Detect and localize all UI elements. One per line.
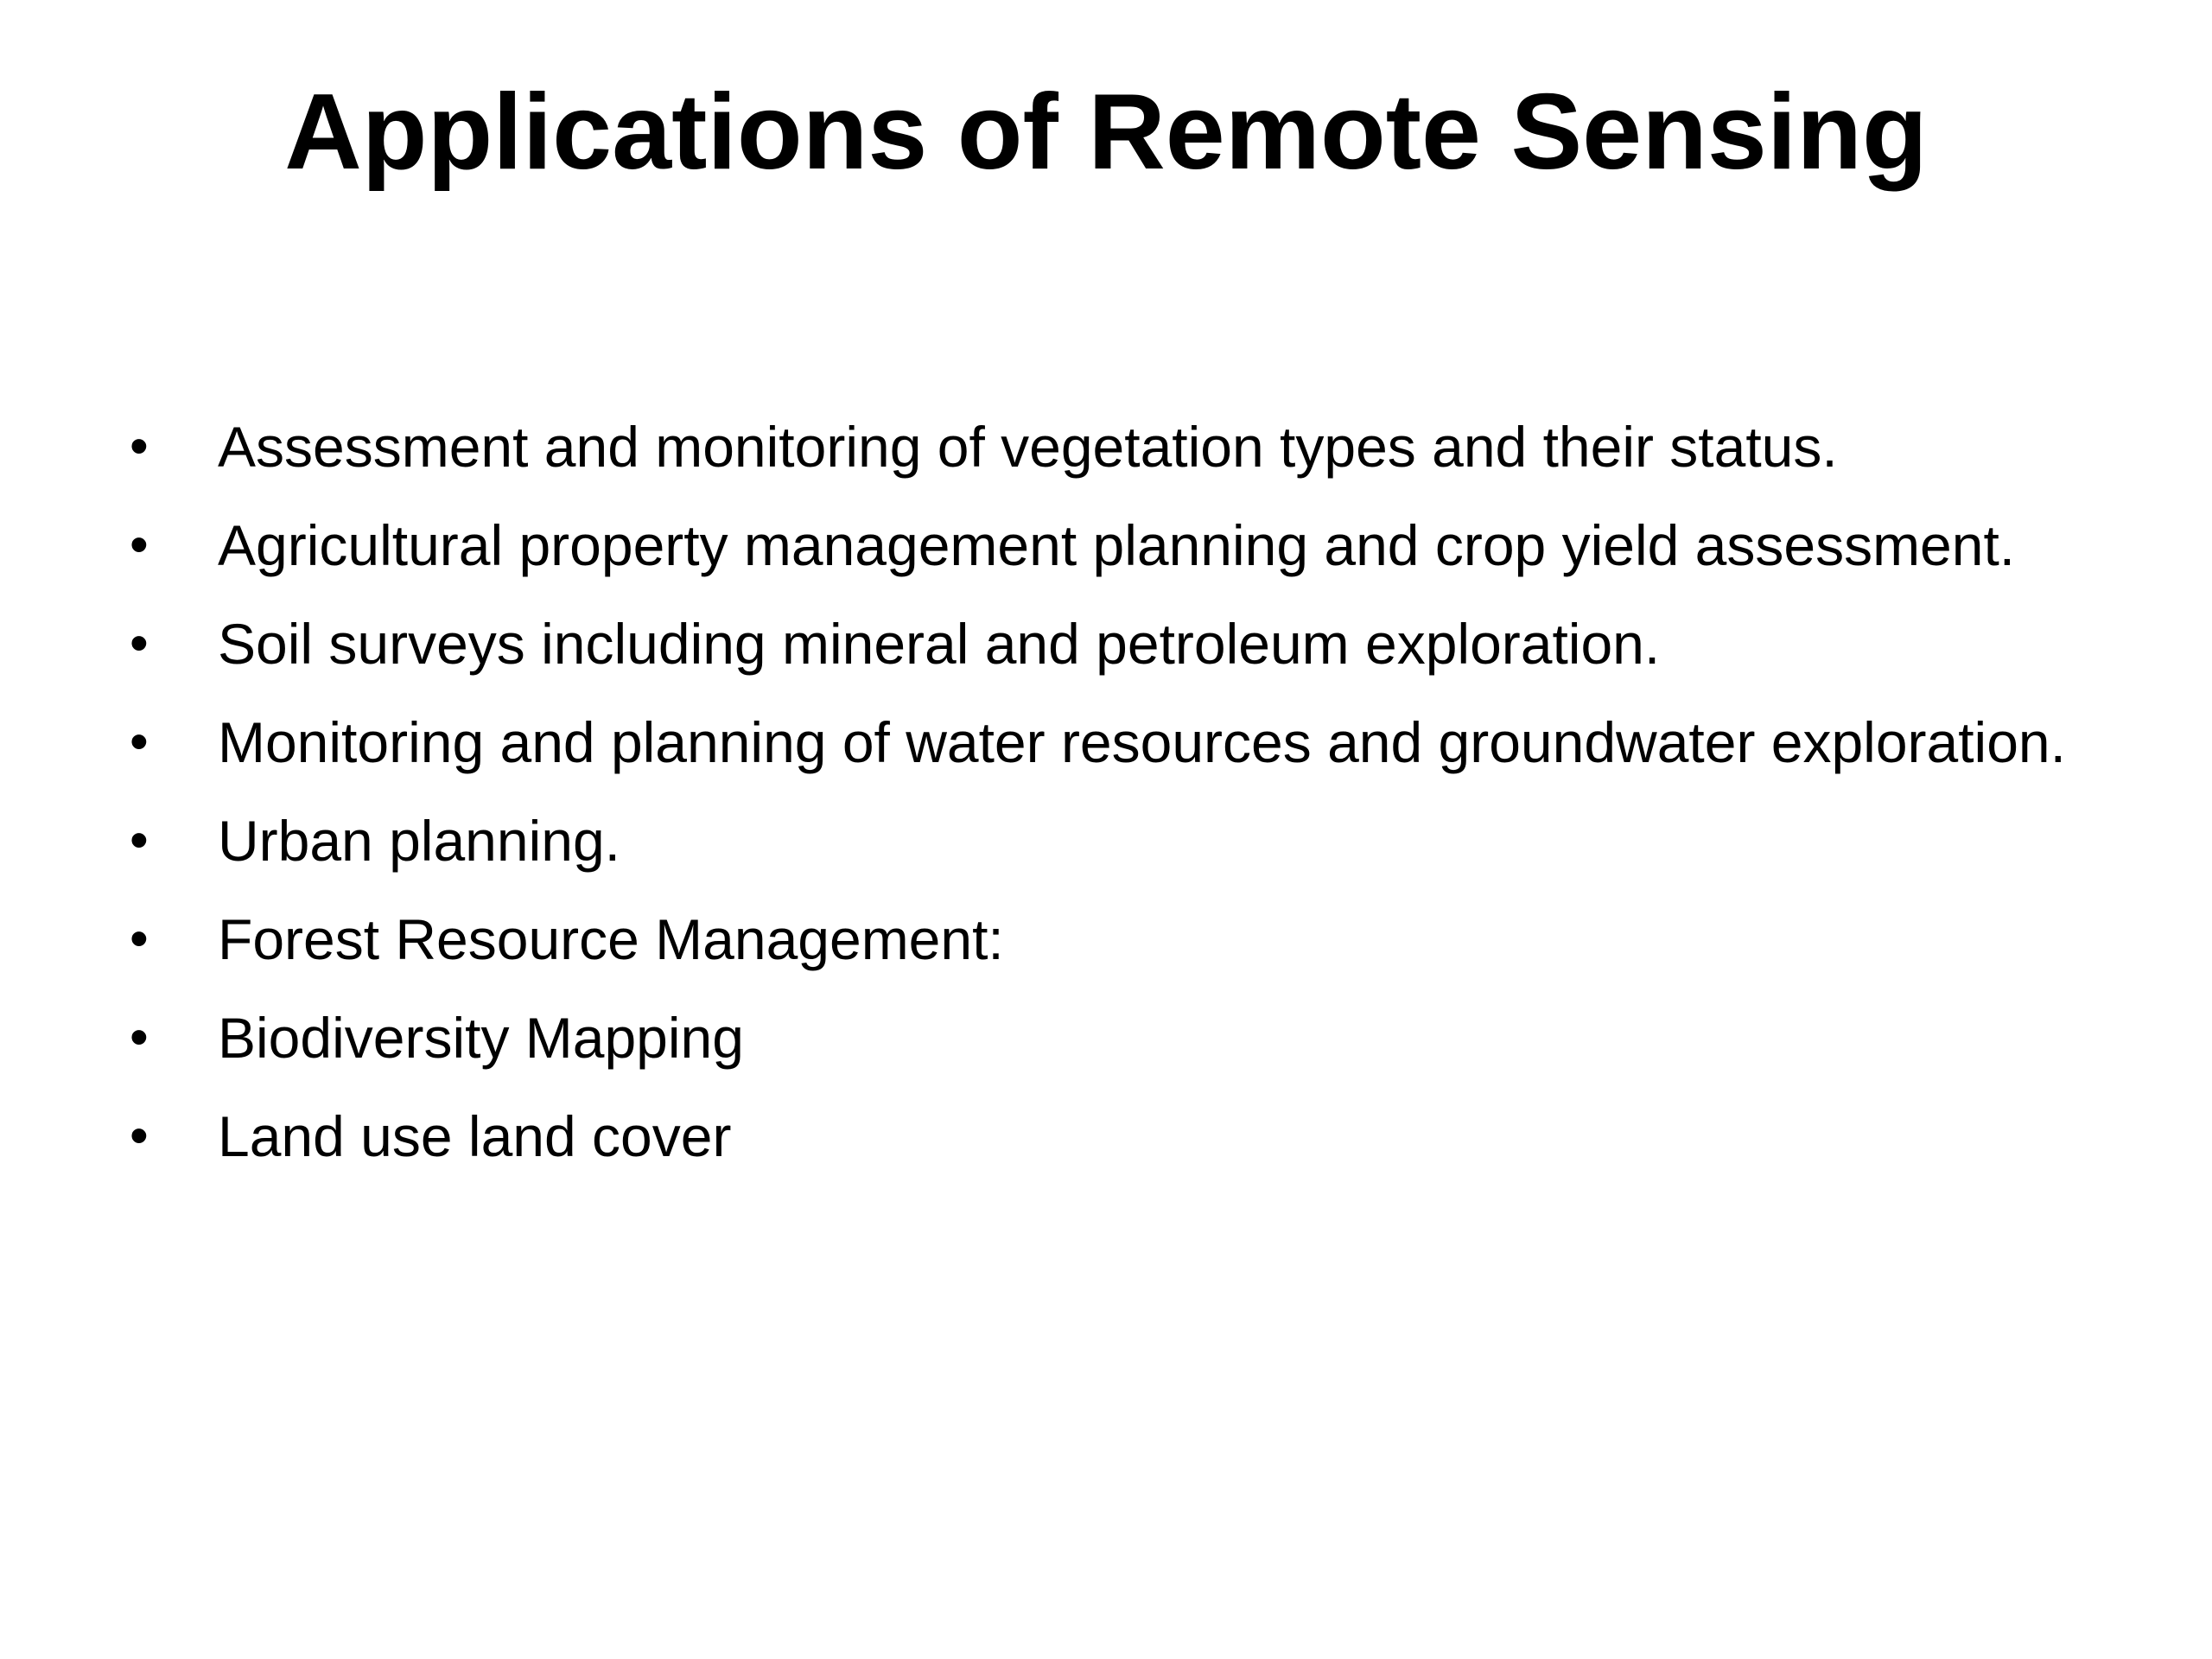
bullet-item-vegetation — [130, 406, 2091, 487]
bullet-item-landuse — [130, 1096, 2091, 1177]
bullet-icon — [130, 1096, 164, 1177]
bullet-icon — [130, 406, 164, 487]
bullet-list — [130, 406, 2091, 1194]
slide-title: Applications of Remote Sensing — [284, 73, 1928, 192]
bullet-text: Land use land cover — [218, 1104, 732, 1168]
bullet-icon — [130, 899, 164, 980]
bullet-text: Biodiversity Mapping — [218, 1006, 744, 1070]
bullet-icon — [130, 997, 164, 1078]
bullet-text: Agricultural property management planning and crop yield assessment. — [218, 513, 2016, 577]
bullet-item-agriculture — [130, 505, 2091, 586]
bullet-text: Monitoring and planning of water resources and groundwater exploration. — [218, 710, 2066, 774]
bullet-text: Forest Resource Management: — [218, 907, 1004, 971]
bullet-text: Urban planning. — [218, 809, 620, 873]
bullet-icon — [130, 800, 164, 881]
bullet-item-water — [130, 702, 2091, 783]
bullet-icon — [130, 702, 164, 783]
bullet-text: Assessment and monitoring of vegetation types and their status. — [218, 415, 1838, 479]
bullet-text: Soil surveys including mineral and petroleum exploration. — [218, 612, 1661, 676]
bullet-item-forest — [130, 899, 2091, 980]
bullet-item-urban — [130, 800, 2091, 881]
bullet-item-soil — [130, 603, 2091, 684]
bullet-icon — [130, 505, 164, 586]
bullet-icon — [130, 603, 164, 684]
bullet-item-biodiversity — [130, 997, 2091, 1078]
